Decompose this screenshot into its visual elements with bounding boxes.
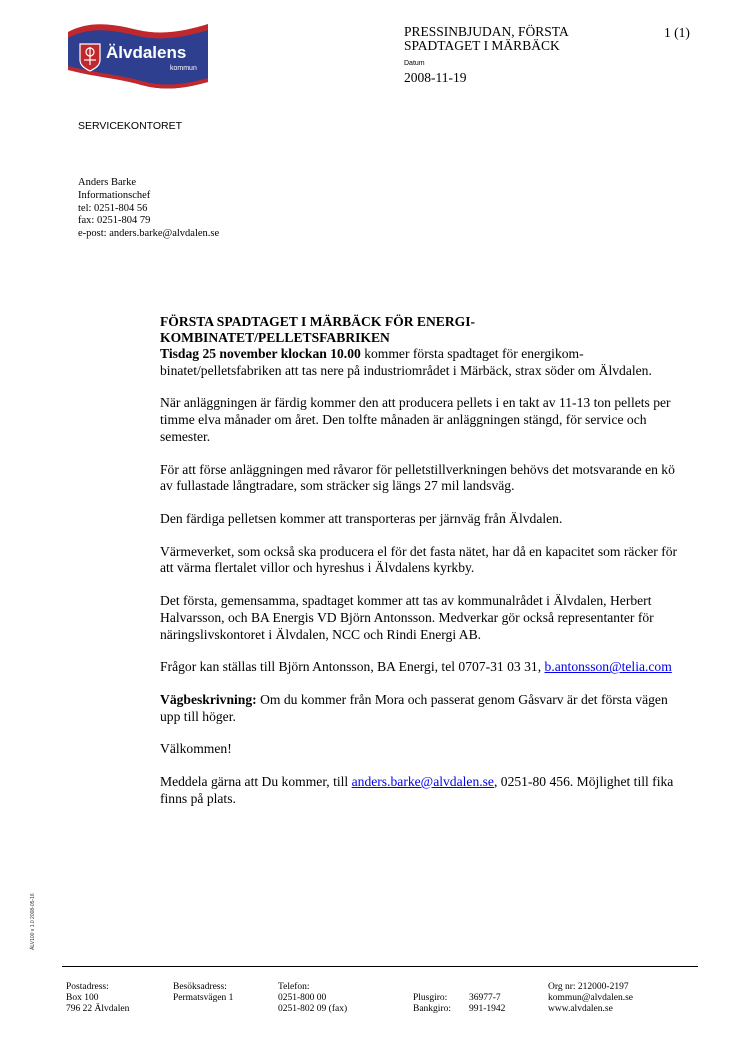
plusgiro-value: 36977-7 [469,993,501,1004]
postal-line-2: 796 22 Älvdalen [66,1004,130,1015]
contact-block [78,177,219,241]
footer-postal [66,982,129,1016]
alvdalen-logo [66,22,210,90]
contact-name: Anders Barke [78,177,137,188]
document-title [404,25,644,53]
bankgiro-value: 991-1942 [469,1004,506,1015]
logo-sub: kommun [170,65,197,72]
footer-web: www.alvdalen.se [548,1004,613,1015]
paragraph-heating: Värmeverket, som också ska producera el för det fasta nätet, har då en kapacitet som räcker för att värma flertalet villor och hyreshus i Älvdalens kyrkby. [160,543,678,576]
footer-giro-labels [413,982,451,1016]
paragraph-rsvp [160,774,680,808]
footer-divider [62,966,698,967]
contact-fax: fax: 0251-804 79 [78,215,151,227]
date-label: Datum [404,60,425,67]
org-number: Org nr: 212000-2197 [548,982,629,992]
antonsson-email-link[interactable]: b.antonsson@telia.com [544,659,672,675]
paragraph-directions [160,692,680,726]
barke-email-link[interactable]: anders.barke@alvdalen.se [351,773,494,789]
contact-email: e-post: anders.barke@alvdalen.se [78,228,220,240]
postal-line-1: Box 100 [66,993,99,1004]
intro-text: kommer första spadtaget för energikom-binatet/pelletsfabriken att tas nere på industriområdet i Märbäck, strax söder om Älvdalen. [160,346,652,378]
document-title-line-2: SPADTAGET I MÄRBÄCK [404,38,560,53]
paragraph-questions [160,659,680,676]
headline [160,314,680,346]
paragraph-ceremony: Det första, gemensamma, spadtaget kommer att tas av kommunalrådet i Älvdalen, Herbert Halvarsson, och BA Energis VD Björn Antonsson. Medverkar gör också representanter för näringslivskontoret i Älvdalen, NCC och Rindi Energi AB. [160,592,654,642]
phone-main: 0251-800 00 [278,993,327,1004]
footer-org [548,982,633,1016]
footer-visit [173,982,233,1004]
contact-title: Informationschef [78,189,151,201]
press-release-body [160,314,680,823]
headline-line-2: KOMBINATET/PELLETSFABRIKEN [160,330,390,345]
office-name: SERVICEKONTORET [78,120,183,132]
phone-fax: 0251-802 09 (fax) [278,1004,348,1015]
footer-giro-values [469,982,505,1016]
plusgiro-label: Plusgiro: [413,993,448,1004]
contact-tel: tel: 0251-804 56 [78,202,148,214]
logo-name: Älvdalens [106,43,187,62]
headline-line-1: FÖRSTA SPADTAGET I MÄRBÄCK FÖR ENERGI- [160,314,476,329]
rsvp-pre: Meddela gärna att Du kommer, till [160,773,352,789]
paragraph-intro [160,346,680,380]
paragraph-raw-materials: För att förse anläggningen med råvaror för pelletstillverkningen behövs det motsvarande en kö av fullastade långtradare, som sträcker sig längs 27 mil landsväg. [160,461,675,494]
phone-label: Telefon: [278,982,310,992]
paragraph-transport: Den färdiga pelletsen kommer att transporteras per järnväg från Älvdalen. [160,510,563,526]
directions-text: Om du kommer från Mora och passerat genom Gåsvarv är det första vägen upp till höger. [160,691,668,724]
directions-label: Vägbeskrivning: [160,691,257,707]
event-time: Tisdag 25 november klockan 10.00 [160,346,361,361]
document-date: 2008-11-19 [404,70,467,85]
visit-label: Besöksadress: [173,982,227,992]
rsvp-post: , 0251-80 456. Möjlighet till fika finns på plats. [160,773,674,806]
paragraph-welcome: Välkommen! [160,741,232,757]
document-title-line-1: PRESSINBJUDAN, FÖRSTA [404,24,569,39]
paragraph-production: När anläggningen är färdig kommer den att producera pellets i en takt av 11-13 ton pellets per timme elva månader om året. Den tolfte månaden är anläggningen stängd, för service och semester. [160,395,671,444]
footer-phone [278,982,347,1016]
postal-label: Postadress: [66,982,109,992]
bankgiro-label: Bankgiro: [413,1004,451,1015]
footer-email: kommun@alvdalen.se [548,993,633,1004]
questions-text: Frågor kan ställas till Björn Antonsson, BA Energi, tel 0707-31 03 31, [160,659,545,675]
template-code: ÄLV100 v 1.0 2008-05-16 [30,893,36,950]
page-number: 1 (1) [664,25,690,40]
visit-line-1: Permatsvägen 1 [173,993,234,1004]
